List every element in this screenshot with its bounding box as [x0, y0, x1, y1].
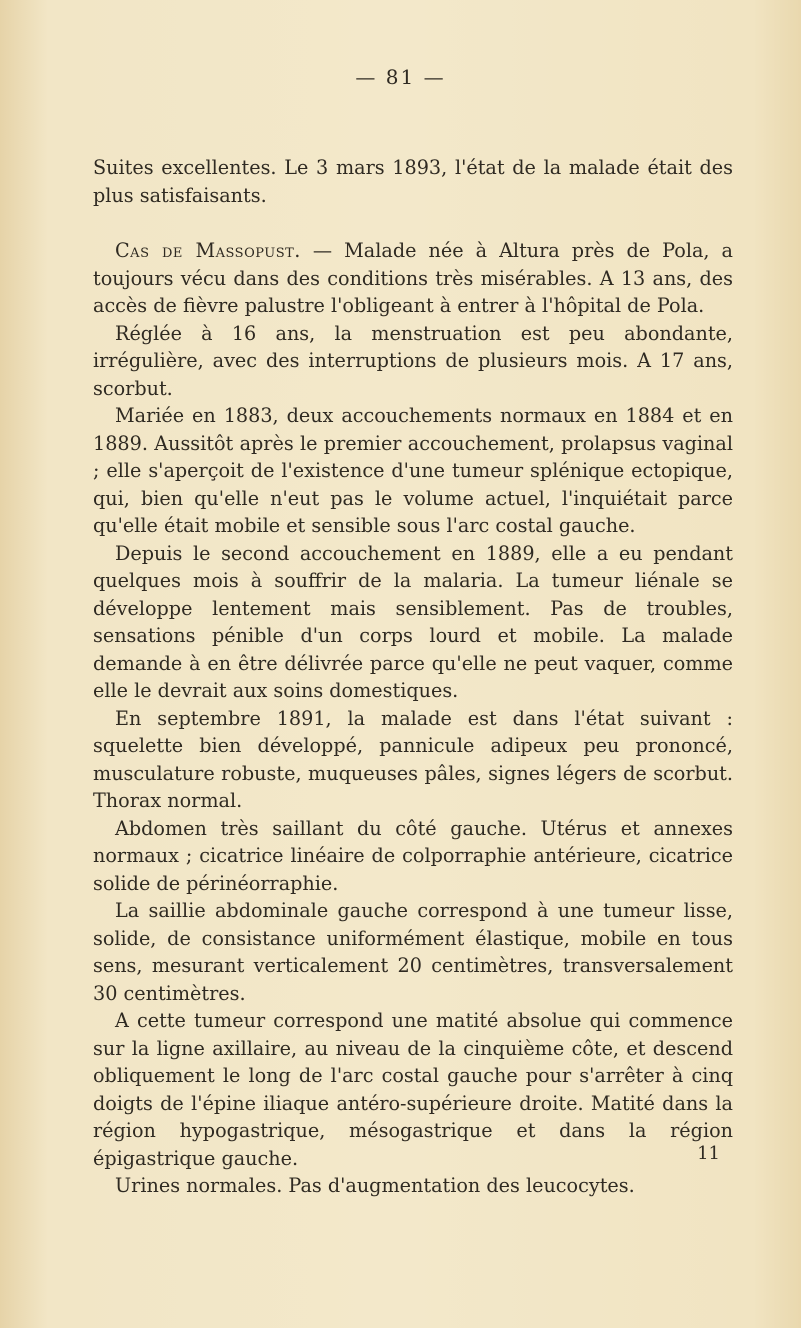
paragraph-marriage: Mariée en 1883, deux accouchements normaux en 1884 et en 1889. Aussitôt après le premier accouchement, prolapsus vaginal ; elle s'aperçoit de l'existence d'une tumeur splénique ectopique, qui, bien qu'elle n'eut pas le volume actuel, l'inquiétait parce qu'elle était mobile et sensible sous l'arc costal gauche. — [93, 404, 733, 537]
paragraph-menstruation: Réglée à 16 ans, la menstruation est peu abondante, irrégulière, avec des interruptions de plusieurs mois. A 17 ans, scorbut. — [93, 321, 733, 400]
case-intro-text: — Malade née à Altura près de Pola, a toujours vécu dans des conditions très misérables. A 13 ans, des accès de fièvre palustre l'obligeant à entrer à l'hôpital de Pola. — [93, 239, 733, 317]
paragraph-malaria: Depuis le second accouchement en 1889, elle a eu pendant quelques mois à souffrir de la malaria. La tumeur liénale se développe lentement mais sensiblement. Pas de troubles, sensations pénible d'un corps lourd et mobile. La malade demande à en être délivrée parce qu'elle ne peut vaquer, comme elle le devrait aux soins domestiques. — [93, 541, 733, 702]
paragraph-conclusion: Suites excellentes. Le 3 mars 1893, l'état de la malade était des plus satisfaisants. — [93, 156, 733, 207]
paragraph-urine: Urines normales. Pas d'augmentation des leucocytes. — [115, 1174, 635, 1197]
paragraph-case-intro — [93, 237, 733, 320]
paragraph-state: En septembre 1891, la malade est dans l'état suivant : squelette bien développé, pannicule adipeux peu prononcé, musculature robuste, muqueuses pâles, signes légers de scorbut. Thorax normal. — [93, 706, 733, 812]
paragraph-dullness: A cette tumeur correspond une matité absolue qui commence sur la ligne axillaire, au niveau de la cinquième côte, et descend obliquement le long de l'arc costal gauche pour s'arrêter à cinq doigts de l'épine iliaque antéro-supérieure droite. Matité dans la région hypogastrique, mésogastrique et dans la région épigastrique gauche. — [93, 1009, 733, 1170]
signature-mark: 11 — [697, 1143, 720, 1164]
case-title: Cas de Massopust. — [115, 239, 301, 262]
paragraph-tumor: La saillie abdominale gauche correspond à une tumeur lisse, solide, de consistance uniformément élastique, mobile en tous sens, mesurant verticalement 20 centimètres, transversalement 30 centimètres. — [93, 899, 733, 1005]
paragraph-abdomen: Abdomen très saillant du côté gauche. Utérus et annexes normaux ; cicatrice linéaire de colporraphie antérieure, cicatrice solide de périnéorraphie. — [93, 816, 733, 895]
page-number: — 81 — — [355, 65, 446, 89]
text-body — [93, 154, 733, 1200]
